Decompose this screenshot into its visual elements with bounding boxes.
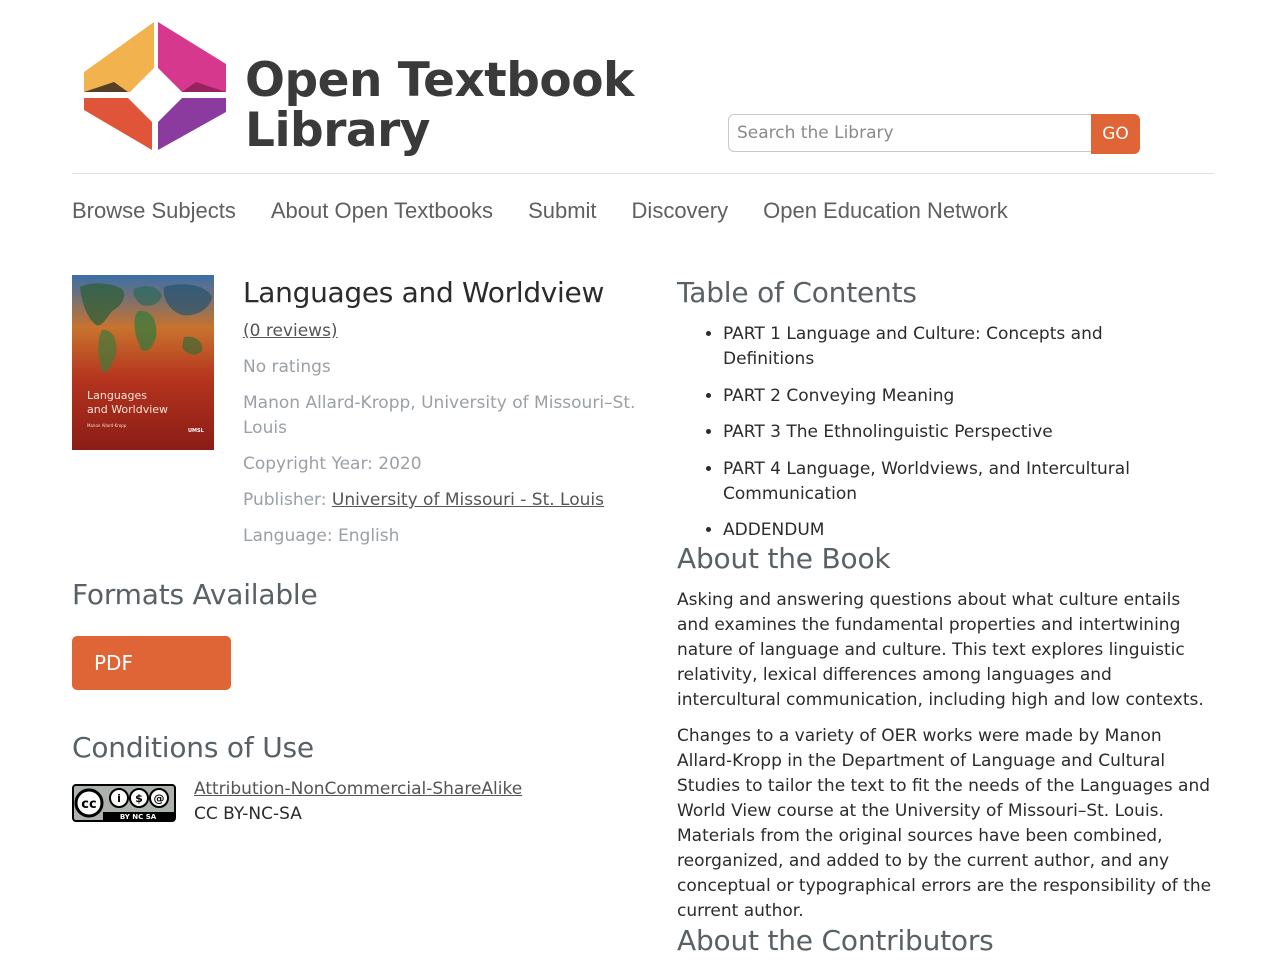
copyright-year: Copyright Year: 2020 <box>243 454 422 474</box>
svg-text:@: @ <box>153 792 165 805</box>
toc-heading: Table of Contents <box>677 276 917 309</box>
book-info <box>243 276 643 560</box>
ratings-text: No ratings <box>243 357 331 377</box>
svg-text:$: $ <box>135 792 143 805</box>
cc-by-nc-sa-badge-icon[interactable] <box>72 784 176 822</box>
svg-text:i: i <box>117 792 121 805</box>
publisher-row <box>243 488 643 513</box>
about-text <box>677 588 1217 935</box>
brand-line-2: Library <box>245 103 430 158</box>
book-cover-image <box>72 275 214 450</box>
site-brand[interactable] <box>245 53 634 158</box>
open-textbook-library-logo[interactable] <box>82 20 228 152</box>
pdf-download-button[interactable]: PDF <box>72 636 231 690</box>
toc-list <box>677 322 1177 555</box>
nav-open-education-network[interactable]: Open Education Network <box>763 198 1008 223</box>
cc-badge-text: BY NC SA <box>119 813 157 821</box>
contributors-heading: About the Contributors <box>677 924 994 957</box>
search-go-button[interactable]: GO <box>1091 114 1140 154</box>
cover-publisher-mark: UMSL <box>188 428 204 434</box>
book-title: Languages and Worldview <box>243 276 605 309</box>
formats-heading: Formats Available <box>72 578 318 611</box>
svg-text:cc: cc <box>81 797 97 812</box>
nav-about-open-textbooks[interactable]: About Open Textbooks <box>270 198 494 223</box>
cover-author: Manon Allard-Kropp <box>87 423 127 428</box>
brand-line-1: Open Textbook <box>245 53 634 108</box>
license-link[interactable]: Attribution-NonCommercial-ShareAlike <box>194 779 523 799</box>
about-paragraph-1: Asking and answering questions about what culture entails and examines the fundamental properties and intertwining nature of language and culture. This text explores linguistic relativity, lexical differences among languages and intercultural communication, including high and low contexts. <box>677 590 1204 710</box>
conditions-heading: Conditions of Use <box>72 731 314 764</box>
search-input[interactable] <box>728 114 1092 152</box>
main-nav <box>72 198 1008 224</box>
nav-discovery[interactable]: Discovery <box>631 198 729 223</box>
language-text: Language: English <box>243 526 400 546</box>
reviews-link[interactable]: (0 reviews) <box>243 321 338 341</box>
nav-submit[interactable]: Submit <box>528 198 597 223</box>
author-text: Manon Allard-Kropp, University of Missouri–St. Louis <box>243 393 636 438</box>
nav-browse-subjects[interactable]: Browse Subjects <box>72 198 236 223</box>
toc-item: • PART 3 The Ethnolinguistic Perspective <box>723 420 1177 445</box>
cover-title: Languages and Worldview <box>87 389 169 416</box>
about-heading: About the Book <box>677 542 891 575</box>
header-divider <box>72 173 1214 174</box>
license-code: CC BY-NC-SA <box>194 804 302 824</box>
about-paragraph-2: Changes to a variety of OER works were made by Manon Allard-Kropp in the Department of Language and Cultural Studies to tailor the text to fit the needs of the Languages and World View course at the University of Missouri–St. Louis. Materials from the original sources have been combined, reorganized, and added to by the current author, and any conceptual or typographical errors are the responsibility of the current author. <box>677 726 1212 921</box>
publisher-label: Publisher: <box>243 490 332 510</box>
toc-item: • PART 1 Language and Culture: Concepts and Definitions <box>723 322 1177 372</box>
toc-item: • PART 4 Language, Worldviews, and Intercultural Communication <box>723 457 1177 507</box>
toc-item: • ADDENDUM <box>723 518 1177 543</box>
search-bar <box>728 114 1140 154</box>
toc-item: • PART 2 Conveying Meaning <box>723 384 1177 409</box>
publisher-link[interactable]: University of Missouri - St. Louis <box>331 490 604 510</box>
